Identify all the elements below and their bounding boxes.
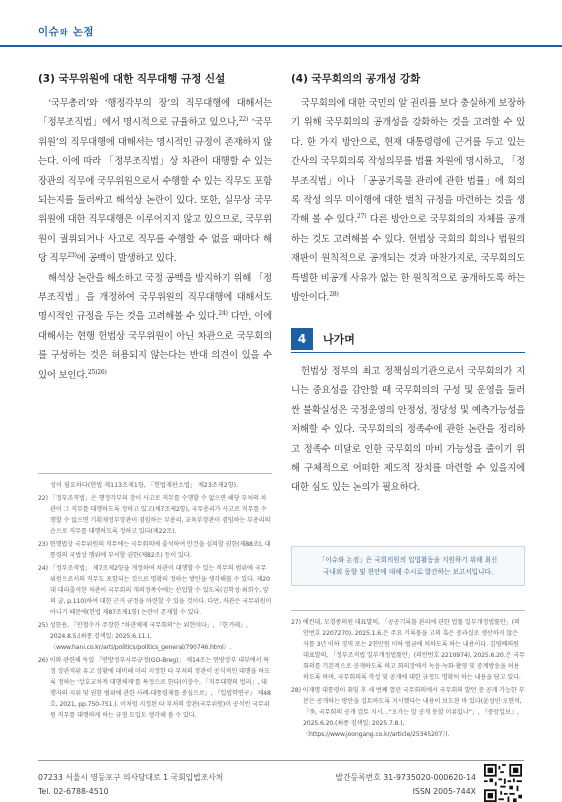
right-column: [291, 72, 525, 307]
footer-address: 07233 서울시 영등포구 의사당대로 1 국회입법조사처: [38, 773, 224, 782]
footnote-24: 24) 「정부조직법」 제7조제2항을 개정하여 차관이 대행할 수 있는 직무의 범위에 국무위원으로서의 직무도 포함되는 것으로 명확히 정하는 방안을 생각해볼 수 있다. 제20대 대리출석한 차관이 국무회의 개의정족수에는 산입할 수 있도록(김학성·최희수, 앞의 글, p.110)하여 대한 근거 규정을 마련할 수 있을 것이다. 다만, 차관은 국무위원이 아니기 때문에(헌법 제87조제1항) 논란이 존재할 수 있다.: [38, 565, 272, 616]
footnote-continued: 성이 필요하다(헌법 제113조제1항, 「헌법재판소법」 제23조제2항).: [50, 482, 239, 489]
footer-publication-info: [296, 771, 476, 799]
notice-line-1: 「이슈와 논점」은 국회의원의 입법활동을 지원하기 위해 최신: [318, 556, 498, 564]
registration-number: 발간등록번호 31-9735020-000620-14: [335, 773, 476, 782]
left-paragraph-2: [38, 269, 272, 385]
footnote-28: 28) 이재명 대통령이 취임 후 세 번째 열린 국무회의에서 국무회의 발언 중 공개 가능한 부분은 공개하는 방안을 검토하도록 지시했다는 내용이 보도된 바 있다(윤성민·오현석, 「李, 국무회의 공개 검토 지시…“오가는 말 공개 못할 이유있나”」, 『중앙일보』, 2025.6.20.(최종 검색일: 2025.7.8.), 〈https://www.joongang.co.kr/article/25345207〉).: [291, 687, 525, 738]
right-p1-text: 국무회의에 대한 국민의 알 권리를 보다 충실하게 보장하기 위해 국무회의의 공개성을 강화하는 것을 고려할 수 있다. 한 가지 방안으로, 현재 대통령령에 근거를 두고 있는 간사의 국무회의록 작성의무를 법률 차원에 명시하고, 「정부조직법」이나 「공공기록물 관리에 관한 법률」에 회의록 작성 의무 미이행에 대한 벌칙 규정을 마련하는 것을 생각해 볼 수 있다.: [291, 98, 525, 226]
left-p1-text: ‘국무총리’와 ‘행정각부의 장’의 직무대행에 대해서는 「정부조직법」에서 명시적으로 규율하고 있으나,: [38, 98, 272, 129]
footnote-ref-24[interactable]: 24): [218, 310, 228, 318]
footnote-ref-22[interactable]: 22): [238, 116, 249, 124]
footnote-25: 25) 성한용, 「안철수가 주장한 “차관체제 국무회의”는 위헌이다」, 『한겨레』, 2024.8.5.(최종 검색일: 2025.6.11.), 〈www.hani.co.kr/arti/politics/politics_general/790746.html〉.: [38, 622, 248, 651]
footer-address-block: [38, 771, 223, 799]
publication-brand: [38, 24, 94, 39]
footnote-ref-27[interactable]: 27): [357, 213, 367, 221]
brand-word-and: 와: [59, 28, 68, 37]
left-p1b-text: ‘국무위원’의 직무대행에 대해서는 명시적인 규정이 존재하지 않는다. 이에 따라 「정부조직법」상 차관이 대행할 수 있는 장관의 직무에 국무위원으로서 수행할 수 있는 직무도 포함되는지를 둘러싸고 해석상 논란이 있다. 또한, 실무상 국무위원에 대한 직무대행은 이루어지지 않고 있으므로, 국무위원이 궐위되거나 사고로 직무를 수행할 수 없을 때마다 해당 직무: [38, 117, 272, 265]
section-number-badge: 4: [291, 328, 313, 350]
conclusion-paragraph: 헌법상 정부의 최고 정책심의기관으로서 국무회의가 지니는 중요성을 감안할 때 국무회의의 구성 및 운영을 둘러싼 불확실성은 국정운영의 안정성, 정당성 및 예측가능성을 저해할 수 있다. 국무회의의 정족수에 관한 논란을 정리하고 정족수 미달로 인한 국무회의 마비 가능성을 줄이기 위해 구체적으로 어떠한 제도적 장치를 마련할 수 있을지에 대한 심도 있는 논의가 필요하다.: [291, 366, 525, 494]
brand-word-point: 논점: [72, 26, 94, 38]
qr-code-icon[interactable]: [484, 764, 522, 802]
left-p1c-text: 에 공백이 발생하고 있다.: [76, 253, 177, 265]
footnote-22: 22) 「정부조직법」은 행정각부의 장이 사고로 직무를 수행할 수 없으면 해당 부처의 차관이 그 직무를 대행하도록 정하고 있고(제7조제2항), 국무총리가 사고로 직무를 수행할 수 없으면 기획재정부장관이 겸임하는 부총리, 교육부장관이 겸임하는 부총리의 순으로 직무를 대행하도록 정하고 있다(제22조).: [38, 495, 271, 535]
right-p1b-text: 다른 방안으로 국무회의의 자체를 공개하는 것도 고려해볼 수 있다. 헌법상 국회의 회의나 법원의 재판이 원칙적으로 공개되는 것과 마찬가지로, 국무회의도 특별한 비공개 사유가 없는 한 원칙적으로 공개하도록 하는 방안이다.: [291, 214, 525, 304]
left-paragraph-1: [38, 94, 272, 269]
left-p2-text: 해석상 논란을 해소하고 국정 공백을 방지하기 위해 「정부조직법」을 개정하여 국무위원의 직무대행에 대해서도 명시적인 규정을 두는 것을 고려해볼 수 있다.: [38, 272, 272, 323]
notice-line-2: 국내외 동향 및 현안에 대해 수시로 발간하는 보고서입니다.: [323, 568, 493, 576]
conclusion-heading: [291, 328, 525, 353]
publication-notice-box: [291, 546, 525, 586]
footnote-ref-28[interactable]: 28): [329, 290, 339, 298]
left-p2b-text: 다만, 이에 대해서는 현행 헌법상 국무위원이 아닌 차관으로 국무회의를 구성하는 것은 허용되지 않는다는 반대 의견이 있을 수 있어 보인다.: [38, 311, 273, 381]
footnotes-right: [291, 610, 525, 742]
footnote-27: 27) 예컨대, 모경종의원 대표발의, 「공공기록물 관리에 관한 법률 일부개정법률안」(의안번호 2207270), 2025.1.6.은 주요 기록물을 고의 혹은 중과실로 생산하지 않은 자를 3년 이하 징역 또는 2천만원 이하 벌금에 처하도록 하는 내용이다. 김영배의원 대표발의, 「정부조직법 일부개정법률안」(의안번호 2210974), 2025.6.20.은 국무회의를 기본적으로 공개하도록 하고 회의장에서 녹음·녹화·촬영 및 중계방송을 허용하도록 하며, 국무회의록 작성 및 공개에 대한 규정도 명확히 하는 내용을 담고 있다.: [291, 619, 525, 681]
footnotes-left: [38, 473, 272, 723]
right-paragraph-1: [291, 94, 525, 307]
brand-word-issue: 이슈: [38, 26, 59, 38]
footnote-23: 23) 현행법상 국무위원의 직무에는 국무회의에 출석하여 안건을 심의할 권한(제88조), 대통령의 국법상 행위에 부서할 권한(제82조) 등이 있다.: [38, 541, 271, 559]
section-title-3: (3) 국무위원에 대한 직무대행 규정 신설: [38, 73, 226, 85]
issn-number: ISSN 2005-744X: [412, 787, 476, 796]
footer-tel: Tel. 02-6788-4510: [38, 787, 109, 796]
footnote-26: 26) 이와 관련해 독일 「연방정부사무규정(GO-Breg)」 제14조는 연방장부 내부에서 특정 장관직위 유고 상황에 대비해 미리 지정한 타 부처의 장관이 공식적인 대행을 하도록 정하는 ‘상호교차적 대행체제’를 특정으로 한다(이충수, 「직무대행의 법리」, 대행자의 지위 및 권한 범위에 관한 사례-대통령제를 중심으로」, 『입법학연구』 제48호, 2021, pp.750-751.). 이처럼 지정된 타 부처의 장관(국무위원)이 공석인 국무위원 직무를 대행하게 하는 규정 도입도 생각해 볼 수 있다.: [38, 657, 271, 719]
header-rule: [0, 45, 562, 47]
footnote-ref-23[interactable]: 23): [67, 252, 77, 260]
page-header: [0, 0, 562, 40]
section-title-4: (4) 국무회의의 공개성 강화: [291, 73, 421, 85]
conclusion-title: 나가며: [323, 333, 355, 346]
footer-rule: [38, 760, 524, 761]
conclusion-body: [291, 362, 525, 498]
left-column: [38, 72, 272, 385]
footnote-ref-25-26[interactable]: 25)26): [87, 368, 107, 376]
